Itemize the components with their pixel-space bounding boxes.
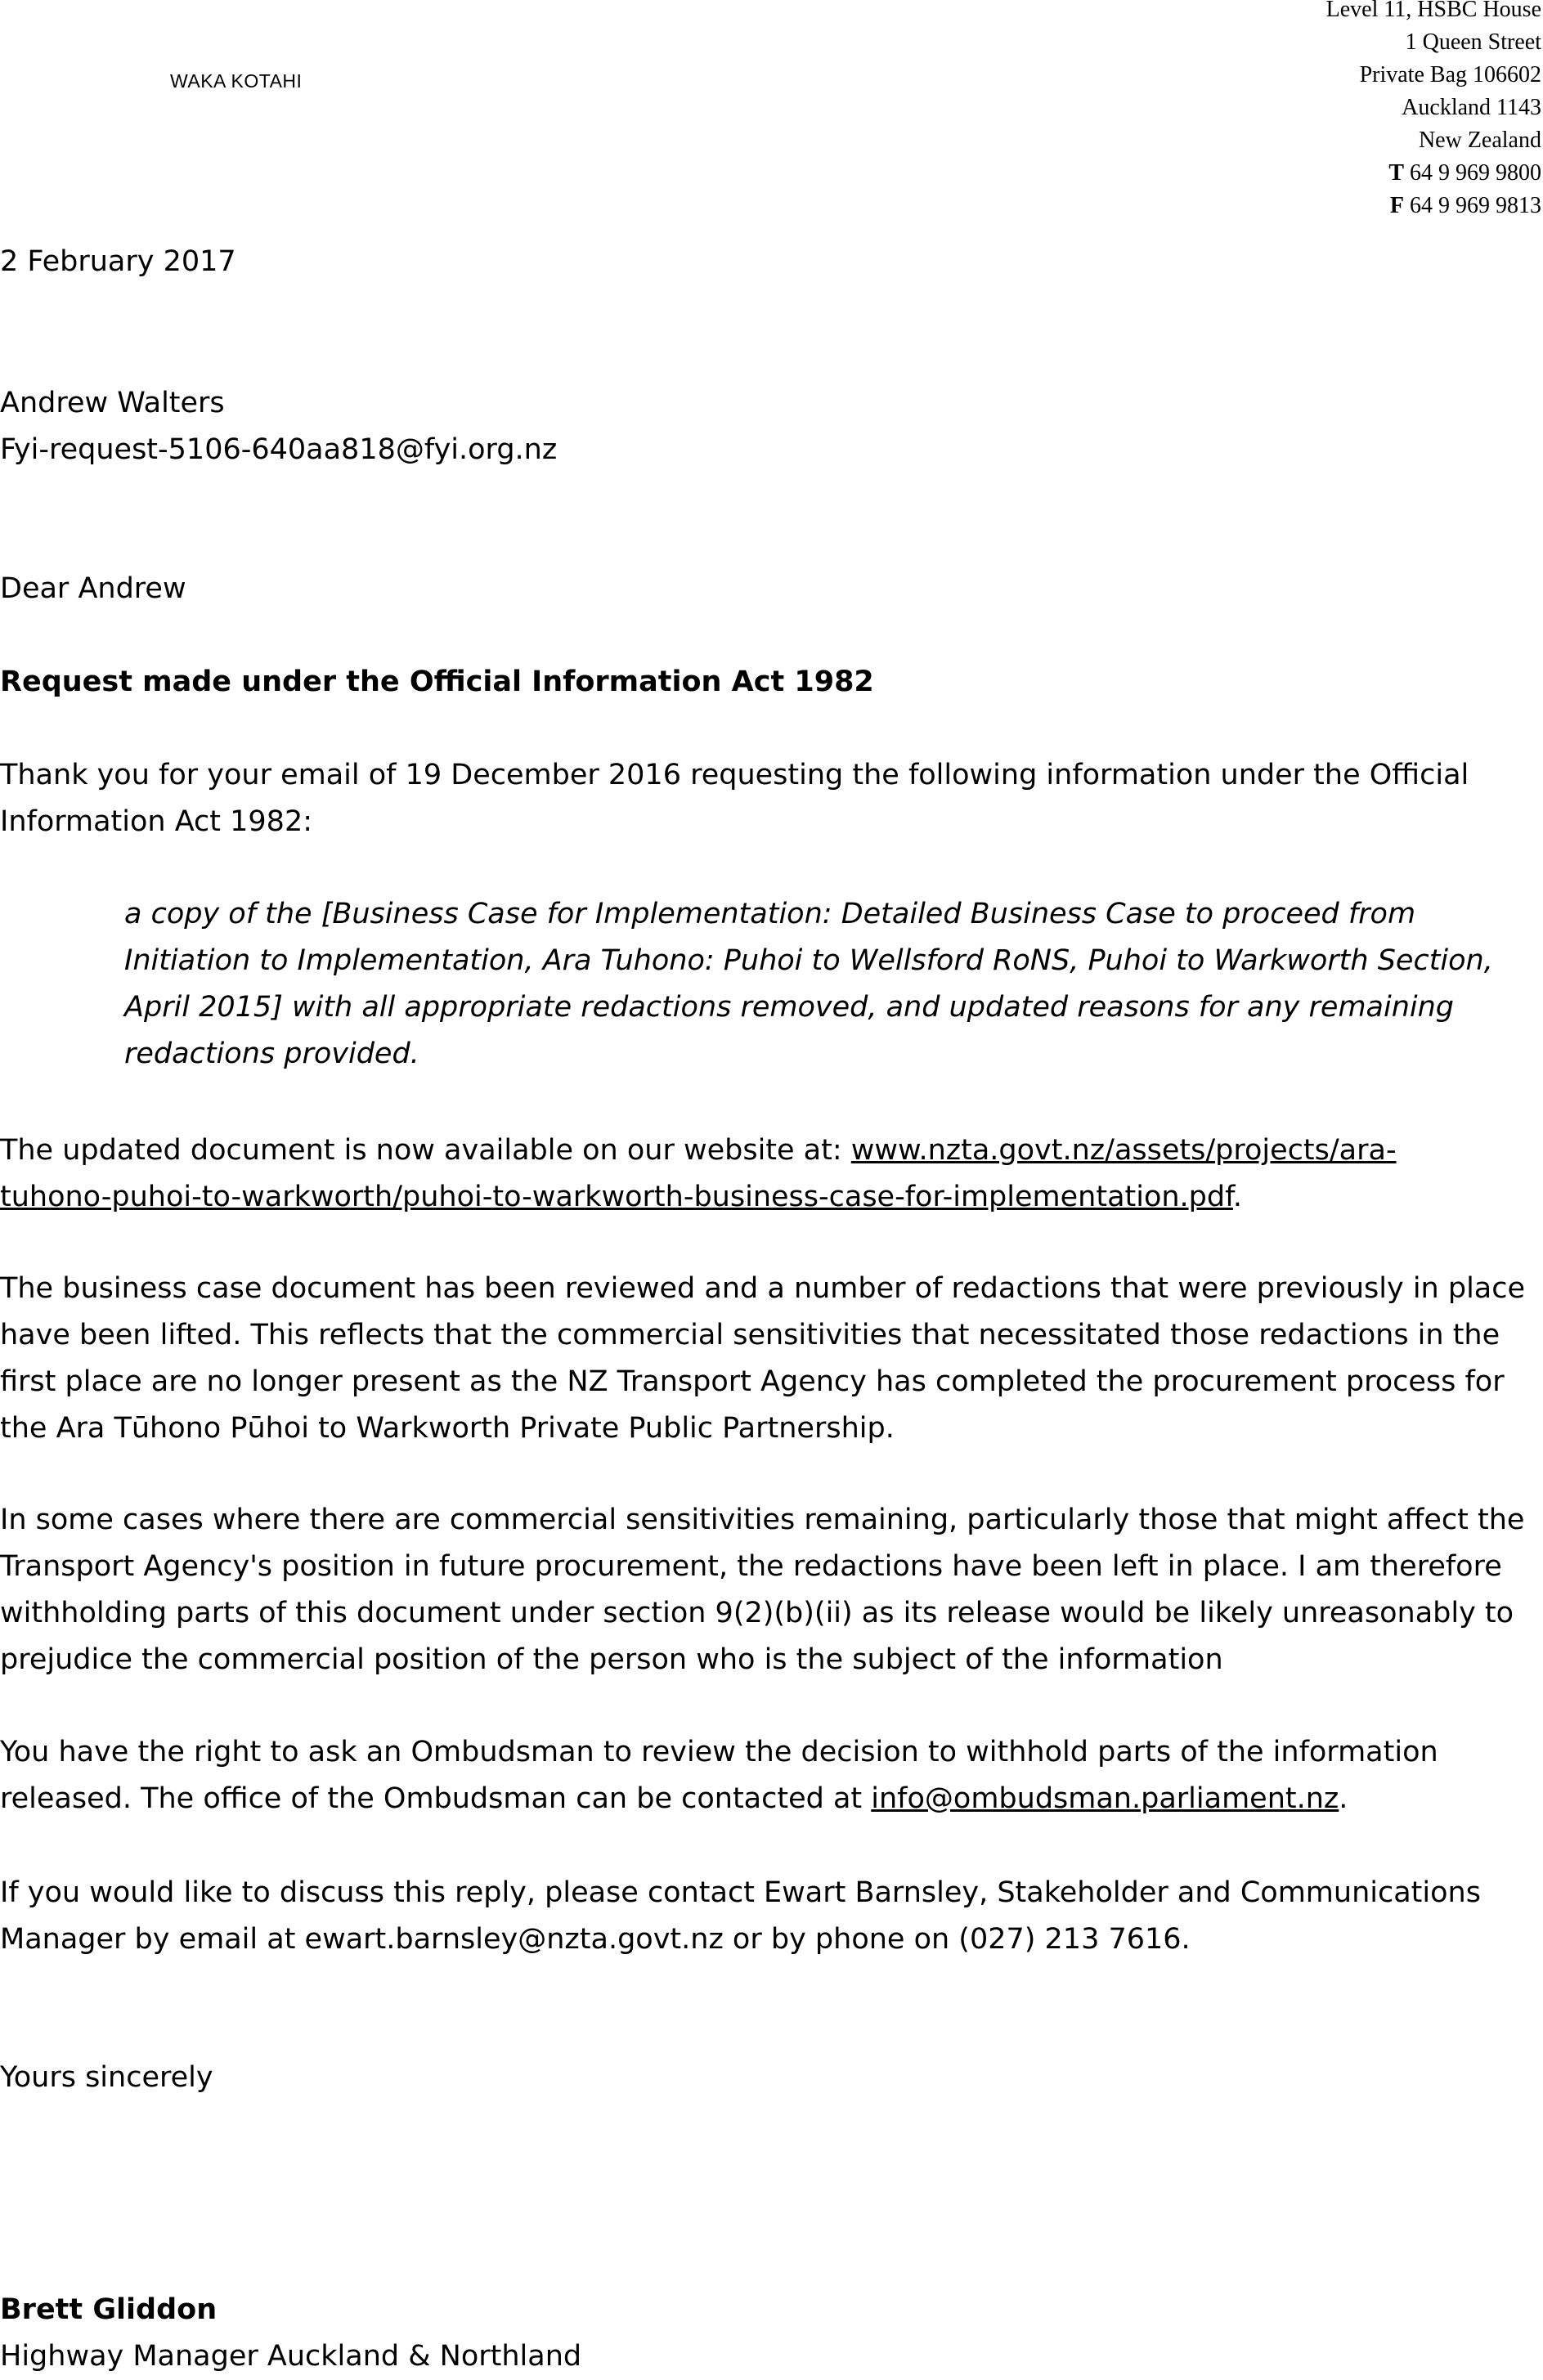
recipient-name: Andrew Walters bbox=[0, 387, 225, 419]
telephone-number: 64 9 969 9800 bbox=[1410, 160, 1541, 186]
ombudsman-suffix: . bbox=[1339, 1782, 1348, 1815]
contact-paragraph: If you would like to discuss this reply, please contact Ewart Barnsley, Stakeholder and Communications Manager by email at ewart.barnsley@nzta.govt.nz or by phone on (027) 213 7616. bbox=[0, 1876, 1481, 1956]
quote-line-3: April 2015] with all appropriate redactions removed, and updated reasons for any remaining bbox=[124, 991, 1455, 1024]
signatory-name: Brett Gliddon bbox=[0, 2293, 218, 2326]
ombudsman-email-link[interactable]: info@ombudsman.parliament.nz bbox=[871, 1782, 1339, 1815]
ombudsman-text: You have the right to ask an Ombudsman to review the decision to withhold parts of the information released. The office of the Ombudsman can be contacted at bbox=[0, 1736, 1438, 1815]
telephone-line bbox=[1326, 157, 1541, 190]
recipient-email: Fyi-request-5106-640aa818@fyi.org.nz bbox=[0, 433, 558, 466]
document-url-link-part-2[interactable]: tuhono-puhoi-to-warkworth/puhoi-to-warkworth-business-case-for-implementation.pdf bbox=[0, 1181, 1233, 1213]
closing: Yours sincerely bbox=[0, 2061, 213, 2094]
signatory-title: Highway Manager Auckland & Northland bbox=[0, 2340, 582, 2373]
sender-address-block bbox=[1326, 0, 1541, 222]
website-line-2 bbox=[0, 1174, 1242, 1221]
fax-line bbox=[1326, 190, 1541, 222]
address-line-5: New Zealand bbox=[1418, 128, 1541, 153]
address-line-1: Level 11, HSBC House bbox=[1325, 0, 1541, 22]
agency-logo: WAKA KOTAHI bbox=[170, 70, 303, 92]
quote-line-2: Initiation to Implementation, Ara Tuhono: Puhoi to Wellsford RoNS, Puhoi to Warkworth Section, bbox=[124, 944, 1493, 977]
intro-line-1: Thank you for your email of 19 December 2016 requesting the following information under the Official bbox=[0, 759, 1469, 791]
requested-item-quote bbox=[124, 891, 1543, 1078]
website-suffix: . bbox=[1232, 1181, 1243, 1213]
salutation: Dear Andrew bbox=[0, 572, 186, 605]
address-line-3: Private Bag 106602 bbox=[1359, 62, 1541, 87]
ombudsman-paragraph bbox=[0, 1729, 1541, 1822]
letter-date: 2 February 2017 bbox=[0, 245, 236, 278]
fax-label: F bbox=[1389, 193, 1404, 218]
address-line-2: 1 Queen Street bbox=[1405, 29, 1541, 55]
quote-line-1: a copy of the [Business Case for Implementation: Detailed Business Case to proceed from bbox=[124, 898, 1416, 930]
review-paragraph: The business case document has been reviewed and a number of redactions that were previously in place have been lifted. This reflects that the commercial sensitivities that necessitated those redactions in the first place are no longer present as the NZ Transport Agency has completed the procurement process for the Ara Tūhono Pūhoi to Warkworth Private Public Partnership. bbox=[0, 1272, 1526, 1445]
telephone-label: T bbox=[1388, 160, 1404, 186]
subject-heading: Request made under the Official Information Act 1982 bbox=[0, 666, 874, 698]
fax-number: 64 9 969 9813 bbox=[1410, 193, 1541, 218]
quote-line-4: redactions provided. bbox=[124, 1038, 419, 1070]
website-prefix: The updated document is now available on our website at: bbox=[0, 1134, 851, 1167]
website-line-1 bbox=[0, 1127, 1397, 1174]
address-line-4: Auckland 1143 bbox=[1402, 95, 1541, 120]
intro-line-2: Information Act 1982: bbox=[0, 805, 313, 838]
document-url-link-part-1[interactable]: www.nzta.govt.nz/assets/projects/ara- bbox=[850, 1134, 1397, 1167]
withholding-paragraph: In some cases where there are commercial sensitivities remaining, particularly those that might affect the Transport Agency's position in future procurement, the redactions have been left in place. I am therefore withholding parts of this document under section 9(2)(b)(ii) as its release would be likely unreasonably to prejudice the commercial position of the person who is the subject of the information bbox=[0, 1504, 1525, 1676]
